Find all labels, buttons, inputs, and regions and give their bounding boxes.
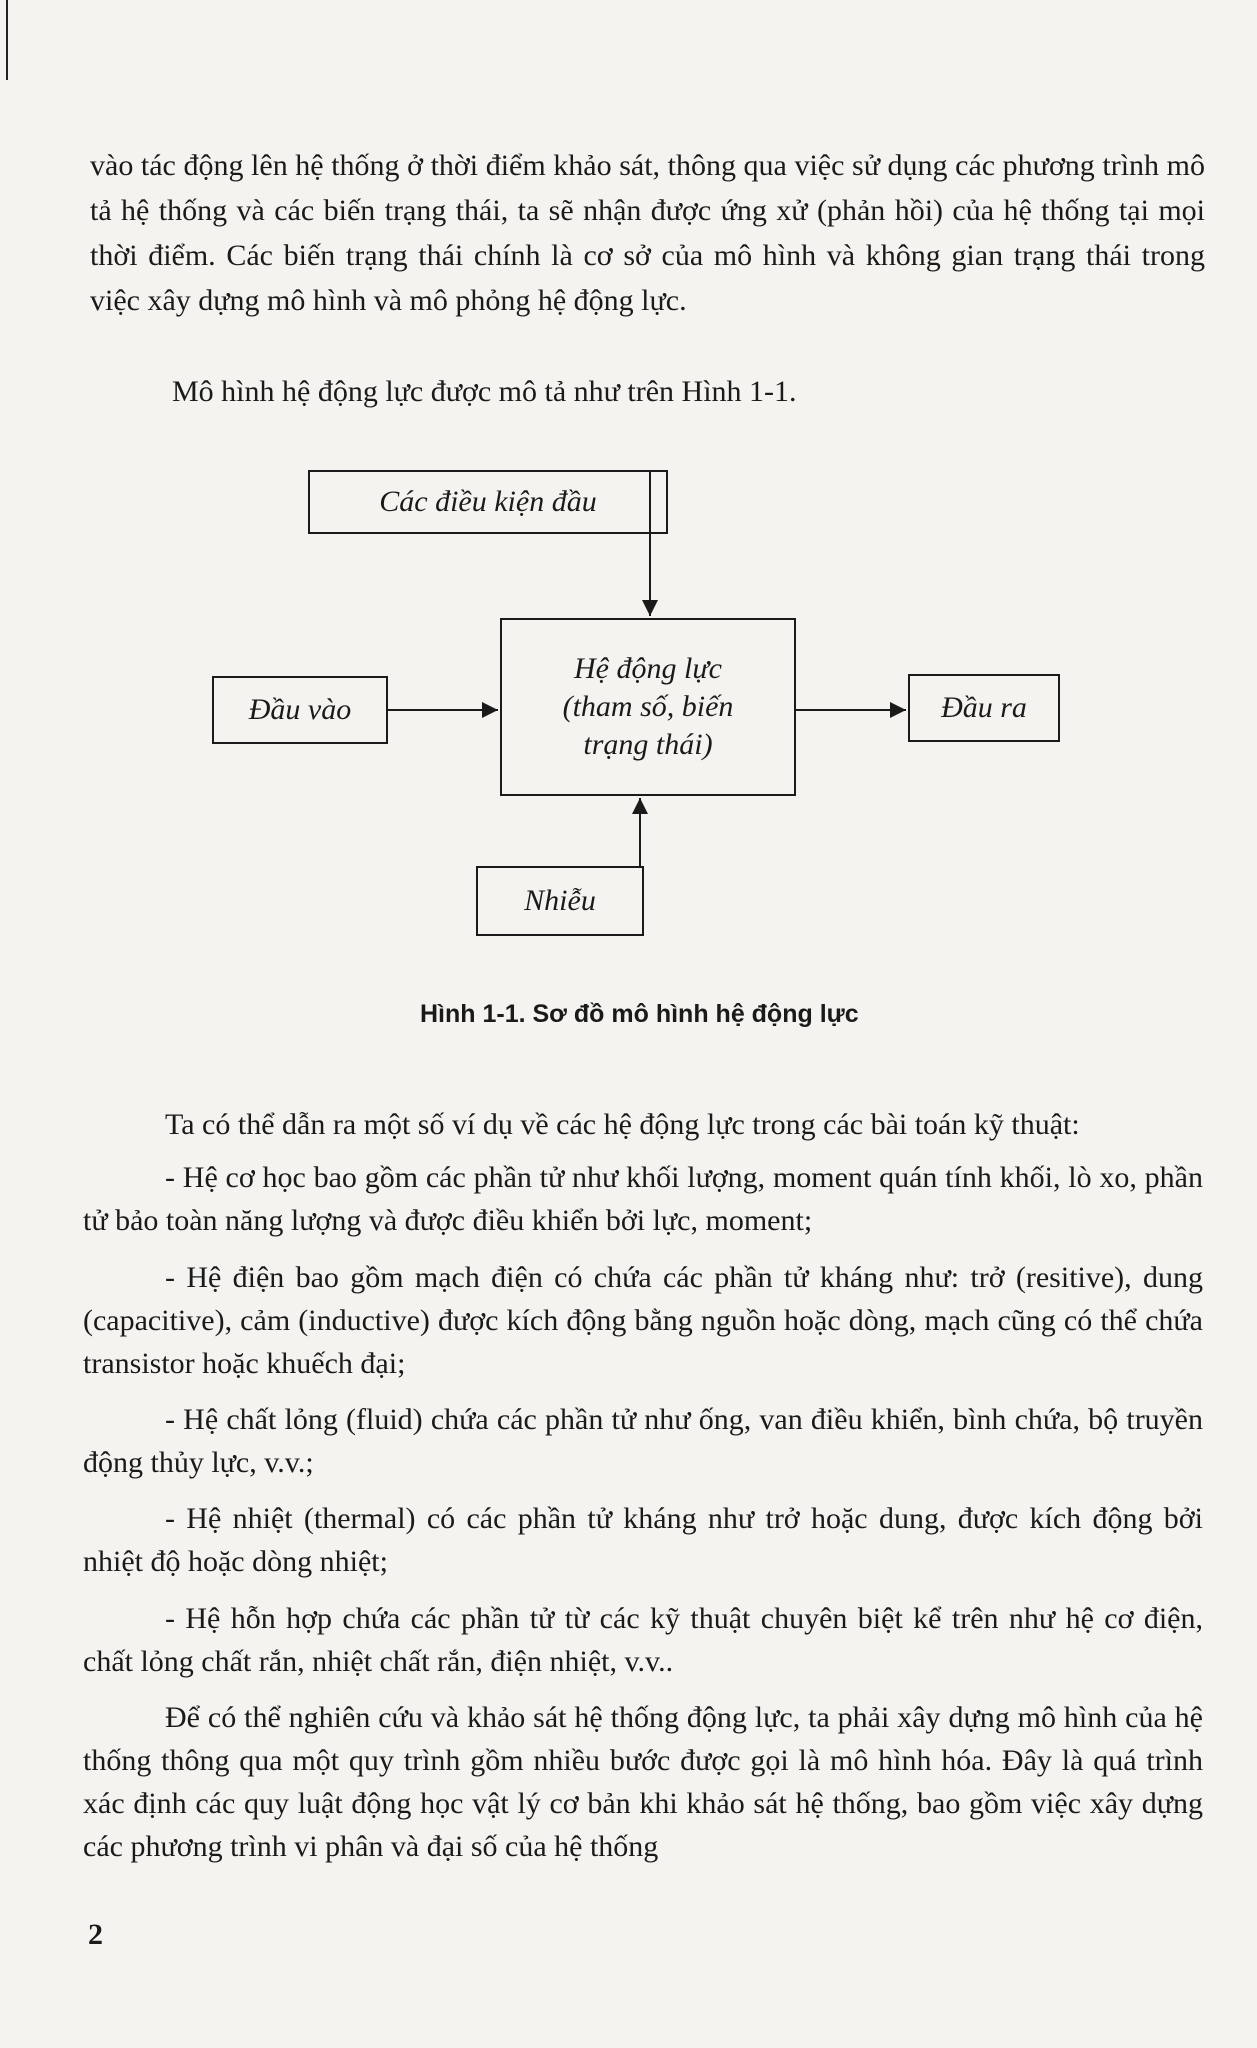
box-input-label: Đầu vào [248,693,352,726]
paragraph-3: Ta có thể dẫn ra một số ví dụ về các hệ động lực trong các bài toán kỹ thuật: [165,1108,1080,1141]
box-initial-conditions [308,470,668,534]
box-system-line-3: trạng thái) [583,728,713,761]
box-output-label: Đầu ra [941,691,1027,724]
bullet-fluid: - Hệ chất lỏng (fluid) chứa các phần tử như ống, van điều khiển, bình chứa, bộ truyền động thủy lực, v.v.; [83,1403,1203,1479]
box-system-line-2: (tham số, biến [562,690,734,723]
box-output [908,674,1060,742]
box-noise [476,866,644,936]
box-input [212,676,388,744]
bullet-electrical: - Hệ điện bao gồm mạch điện có chứa các phần tử kháng như: trở (resitive), dung (capacitive), cảm (inductive) được kích động bằng nguồn hoặc dòng, mạch cũng có thể chứa transistor hoặc khuếch đại; [83,1261,1203,1380]
box-noise-label: Nhiễu [524,884,596,917]
box-initial-conditions-label: Các điều kiện đầu [379,485,597,518]
paragraph-2: Mô hình hệ động lực được mô tả như trên Hình 1-1. [172,375,797,408]
box-system-line-1: Hệ động lực [574,652,722,685]
page-edge-line [6,0,8,80]
paragraph-4: Để có thể nghiên cứu và khảo sát hệ thống động lực, ta phải xây dựng mô hình của hệ thống thông qua một quy trình gồm nhiều bước được gọi là mô hình hóa. Đây là quá trình xác định các quy luật động học vật lý cơ bản khi khảo sát hệ thống, bao gồm việc xây dựng các phương trình vi phân và đại số của hệ thống [83,1701,1203,1863]
bullet-mechanical: - Hệ cơ học bao gồm các phần tử như khối lượng, moment quán tính khối, lò xo, phần tử bảo toàn năng lượng và được điều khiển bởi lực, moment; [83,1161,1203,1237]
bullet-hybrid: - Hệ hỗn hợp chứa các phần tử từ các kỹ thuật chuyên biệt kể trên như hệ cơ điện, chất lỏng chất rắn, nhiệt chất rắn, điện nhiệt, v.v.. [83,1602,1203,1678]
box-dynamic-system [500,618,796,796]
bullet-thermal: - Hệ nhiệt (thermal) có các phần tử kháng như trở hoặc dung, được kích động bởi nhiệt độ hoặc dòng nhiệt; [83,1502,1203,1578]
paragraph-1: vào tác động lên hệ thống ở thời điểm khảo sát, thông qua việc sử dụng các phương trình mô tả hệ thống và các biến trạng thái, ta sẽ nhận được ứng xử (phản hồi) của hệ thống tại mọi thời điểm. Các biến trạng thái chính là cơ sở của mô hình và không gian trạng thái trong việc xây dựng mô hình và mô phỏng hệ động lực. [90,149,1205,317]
page-number: 2 [88,1918,103,1951]
figure-caption: Hình 1-1. Sơ đồ mô hình hệ động lực [420,1000,859,1028]
